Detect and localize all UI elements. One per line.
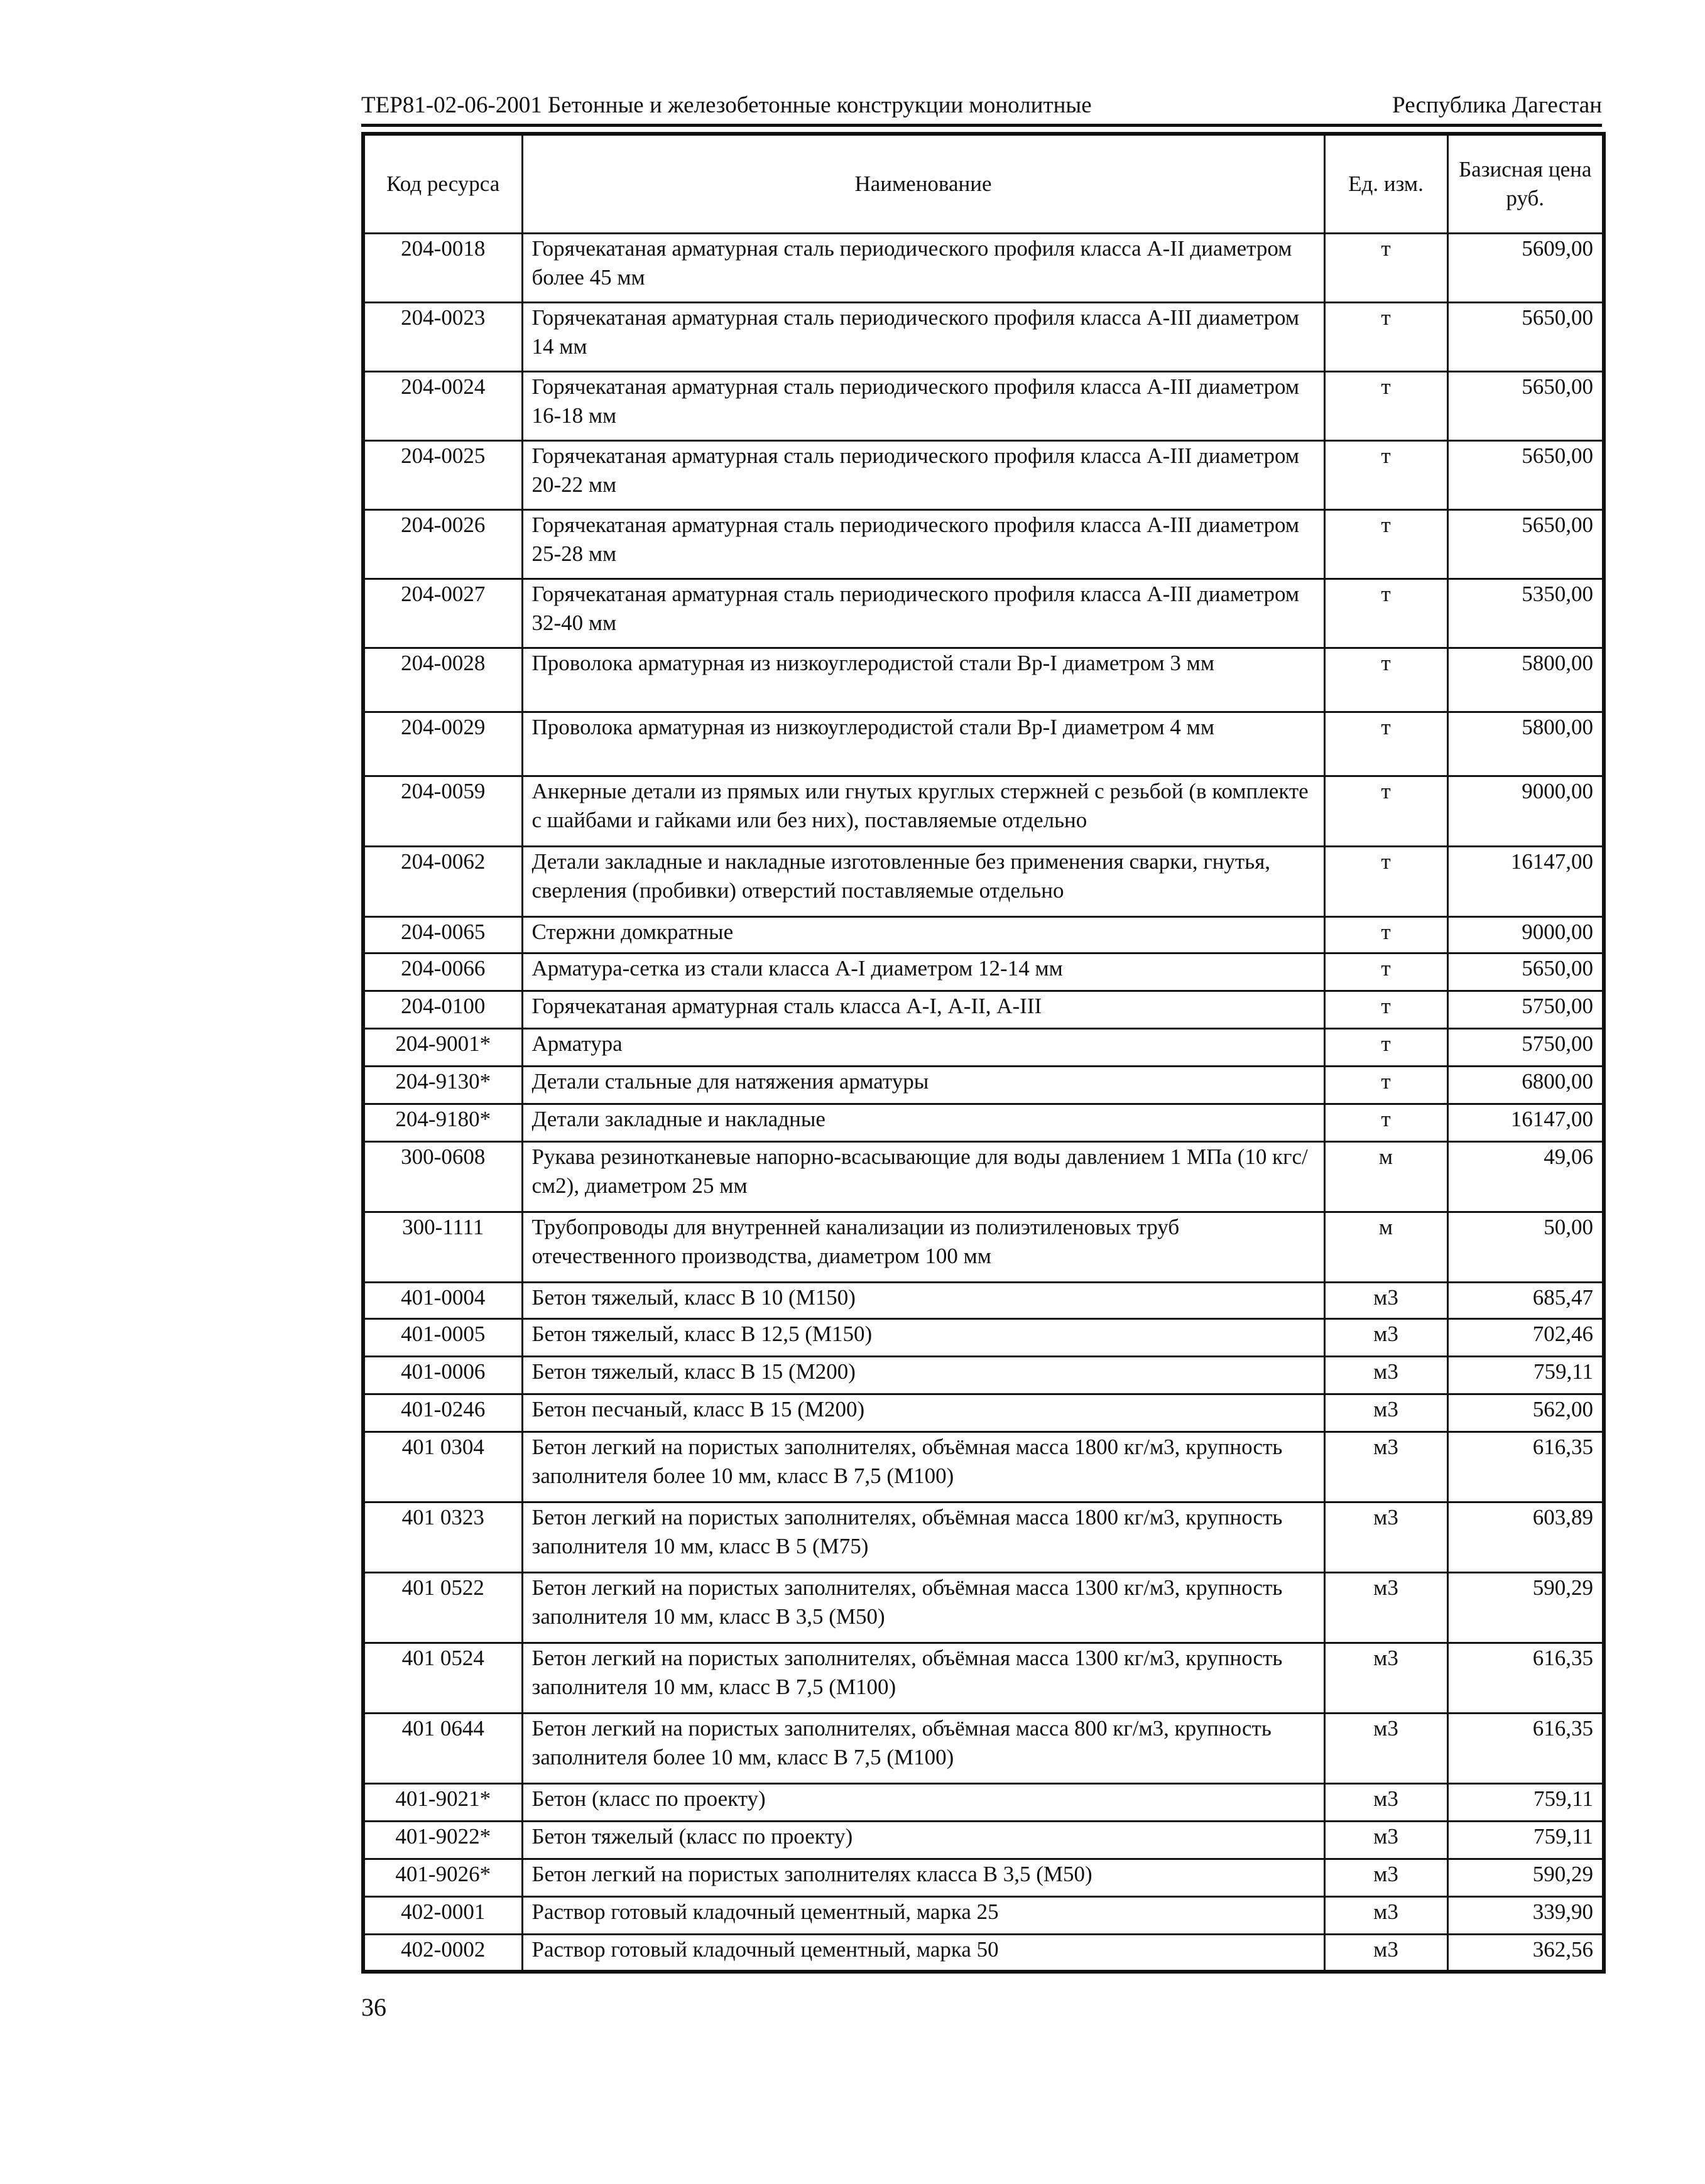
resource-code: 204-0026 [363,509,522,579]
resource-price: 590,29 [1447,1572,1604,1643]
page-number: 36 [361,1993,386,2021]
resource-unit: т [1324,1104,1447,1141]
table-row [363,991,1604,1028]
resource-unit: т [1324,953,1447,991]
resource-unit: м3 [1324,1859,1447,1896]
table-row [363,648,1604,712]
resource-name: Бетон легкий на пористых заполнителях, объёмная масса 1800 кг/м3, крупность заполнителя 10 мм, класс В 5 (М75) [522,1502,1324,1572]
resource-unit: т [1324,712,1447,776]
resource-code: 401-9022* [363,1821,522,1859]
resource-unit: м3 [1324,1502,1447,1572]
resource-price: 362,56 [1447,1934,1604,1972]
resource-price: 5609,00 [1447,233,1604,302]
resource-code: 401-0006 [363,1356,522,1394]
resource-price: 9000,00 [1447,916,1604,953]
table-row [363,440,1604,509]
table-row [363,776,1604,846]
resource-unit: т [1324,233,1447,302]
resource-price: 603,89 [1447,1502,1604,1572]
resource-code: 204-0027 [363,579,522,648]
resource-unit: т [1324,509,1447,579]
table-row [363,916,1604,953]
resource-unit: м3 [1324,1643,1447,1713]
table-row [363,846,1604,916]
resource-price: 50,00 [1447,1212,1604,1282]
table-row [363,233,1604,302]
resource-price: 562,00 [1447,1394,1604,1432]
resource-code: 401 0304 [363,1432,522,1502]
page-header [361,89,1602,122]
resource-code: 204-0028 [363,648,522,712]
resource-code: 204-0029 [363,712,522,776]
resource-name: Бетон тяжелый, класс В 10 (М150) [522,1282,1324,1318]
resource-name: Горячекатаная арматурная сталь класса А-I, А-II, А-III [522,991,1324,1028]
resource-name: Рукава резинотканевые напорно-всасывающие для воды давлением 1 МПа (10 кгс/см2), диаметром 25 мм [522,1141,1324,1212]
resource-name: Горячекатаная арматурная сталь периодического профиля класса А-III диаметром 14 мм [522,302,1324,371]
resource-price: 6800,00 [1447,1066,1604,1104]
resource-name: Раствор готовый кладочный цементный, марка 25 [522,1896,1324,1934]
resource-price: 759,11 [1447,1821,1604,1859]
resource-unit: м3 [1324,1318,1447,1356]
table-row [363,1572,1604,1643]
header-rule [361,124,1602,127]
table-row [363,1212,1604,1282]
resource-name: Бетон легкий на пористых заполнителях, объёмная масса 1300 кг/м3, крупность заполнителя 10 мм, класс В 7,5 (М100) [522,1643,1324,1713]
resource-code: 401 0524 [363,1643,522,1713]
table-row [363,371,1604,440]
resource-code: 204-0018 [363,233,522,302]
resource-code: 401 0644 [363,1713,522,1783]
table-row [363,1643,1604,1713]
resource-unit: т [1324,302,1447,371]
table-row [363,1318,1604,1356]
resource-price: 5750,00 [1447,1028,1604,1066]
resource-price: 5750,00 [1447,991,1604,1028]
table-row [363,1502,1604,1572]
resource-unit: м3 [1324,1572,1447,1643]
resource-unit: т [1324,648,1447,712]
table-row [363,1141,1604,1212]
table-row [363,712,1604,776]
resource-code: 204-9180* [363,1104,522,1141]
resource-price: 590,29 [1447,1859,1604,1896]
resource-price: 5350,00 [1447,579,1604,648]
resource-name: Бетон легкий на пористых заполнителях, объёмная масса 1800 кг/м3, крупность заполнителя более 10 мм, класс В 7,5 (М100) [522,1432,1324,1502]
resource-price: 5650,00 [1447,302,1604,371]
resource-name: Проволока арматурная из низкоуглеродистой стали Вр-I диаметром 3 мм [522,648,1324,712]
resource-code: 204-0025 [363,440,522,509]
table-row [363,579,1604,648]
table-row [363,1783,1604,1821]
resource-price: 5800,00 [1447,648,1604,712]
resource-price: 16147,00 [1447,846,1604,916]
region-label: Республика Дагестан [1392,92,1602,118]
resource-unit: м3 [1324,1394,1447,1432]
resource-name: Арматура-сетка из стали класса А-I диаметром 12-14 мм [522,953,1324,991]
resource-code: 401 0522 [363,1572,522,1643]
resource-unit: м3 [1324,1432,1447,1502]
resource-unit: м [1324,1141,1447,1212]
resource-code: 204-0066 [363,953,522,991]
resource-name: Трубопроводы для внутренней канализации из полиэтиленовых труб отечественного производства, диаметром 100 мм [522,1212,1324,1282]
resource-price: 49,06 [1447,1141,1604,1212]
resource-price: 5650,00 [1447,371,1604,440]
resource-code: 204-0059 [363,776,522,846]
resource-unit: м3 [1324,1934,1447,1972]
resource-name: Горячекатаная арматурная сталь периодического профиля класса А-II диаметром более 45 мм [522,233,1324,302]
resource-name: Бетон тяжелый, класс В 15 (М200) [522,1356,1324,1394]
table-row [363,1934,1604,1972]
resource-code: 401 0323 [363,1502,522,1572]
table-header-row [363,134,1604,233]
resource-name: Бетон легкий на пористых заполнителях, объёмная масса 1300 кг/м3, крупность заполнителя 10 мм, класс В 3,5 (М50) [522,1572,1324,1643]
resource-code: 401-0005 [363,1318,522,1356]
resource-code: 204-0062 [363,846,522,916]
table-row [363,1713,1604,1783]
resource-name: Детали закладные и накладные изготовленные без применения сварки, гнутья, сверления (пробивки) отверстий поставляемые отдельно [522,846,1324,916]
resource-unit: м3 [1324,1783,1447,1821]
document-title: ТЕР81-02-06-2001 Бетонные и железобетонные конструкции монолитные [361,92,1092,118]
resource-unit: т [1324,991,1447,1028]
resource-code: 300-1111 [363,1212,522,1282]
resource-name: Арматура [522,1028,1324,1066]
resource-unit: м3 [1324,1356,1447,1394]
table-row [363,302,1604,371]
resource-name: Бетон тяжелый, класс В 12,5 (М150) [522,1318,1324,1356]
resource-name: Горячекатаная арматурная сталь периодического профиля класса А-III диаметром 16-18 мм [522,371,1324,440]
column-header-unit: Ед. изм. [1324,134,1447,233]
price-header-line2: руб. [1506,185,1545,210]
resource-unit: м3 [1324,1821,1447,1859]
table-row [363,1432,1604,1502]
resource-code: 204-0065 [363,916,522,953]
table-row [363,509,1604,579]
resource-unit: м [1324,1212,1447,1282]
resource-code: 300-0608 [363,1141,522,1212]
resource-price: 616,35 [1447,1643,1604,1713]
resource-unit: т [1324,916,1447,953]
resource-code: 204-0024 [363,371,522,440]
resource-name: Бетон легкий на пористых заполнителях, объёмная масса 800 кг/м3, крупность заполнителя более 10 мм, класс В 7,5 (М100) [522,1713,1324,1783]
resource-unit: т [1324,440,1447,509]
resource-unit: м3 [1324,1282,1447,1318]
resource-unit: т [1324,579,1447,648]
column-header-name: Наименование [522,134,1324,233]
resource-name: Анкерные детали из прямых или гнутых круглых стержней с резьбой (в комплекте с шайбами и гайками или без них), поставляемые отдельно [522,776,1324,846]
resource-name: Раствор готовый кладочный цементный, марка 50 [522,1934,1324,1972]
resource-price: 5650,00 [1447,953,1604,991]
resource-table [361,132,1606,1974]
resource-unit: т [1324,1028,1447,1066]
resource-name: Бетон песчаный, класс В 15 (М200) [522,1394,1324,1432]
resource-price: 616,35 [1447,1713,1604,1783]
resource-name: Бетон тяжелый (класс по проекту) [522,1821,1324,1859]
resource-price: 5650,00 [1447,509,1604,579]
resource-code: 204-9130* [363,1066,522,1104]
table-row [363,1896,1604,1934]
resource-code: 401-9026* [363,1859,522,1896]
resource-code: 401-9021* [363,1783,522,1821]
resource-unit: т [1324,1066,1447,1104]
resource-code: 402-0001 [363,1896,522,1934]
resource-code: 204-9001* [363,1028,522,1066]
resource-code: 401-0004 [363,1282,522,1318]
table-row [363,1394,1604,1432]
resource-name: Детали закладные и накладные [522,1104,1324,1141]
resource-price: 759,11 [1447,1783,1604,1821]
resource-name: Бетон (класс по проекту) [522,1783,1324,1821]
resource-name: Проволока арматурная из низкоуглеродистой стали Вр-I диаметром 4 мм [522,712,1324,776]
table-row [363,1282,1604,1318]
resource-unit: м3 [1324,1896,1447,1934]
resource-name: Стержни домкратные [522,916,1324,953]
resource-name: Детали стальные для натяжения арматуры [522,1066,1324,1104]
resource-name: Горячекатаная арматурная сталь периодического профиля класса А-III диаметром 20-22 мм [522,440,1324,509]
resource-name: Бетон легкий на пористых заполнителях класса В 3,5 (М50) [522,1859,1324,1896]
resource-price: 16147,00 [1447,1104,1604,1141]
resource-name: Горячекатаная арматурная сталь периодического профиля класса А-III диаметром 25-28 мм [522,509,1324,579]
table-row [363,1104,1604,1141]
resource-price: 616,35 [1447,1432,1604,1502]
table-row [363,1821,1604,1859]
resource-unit: м3 [1324,1713,1447,1783]
resource-price: 5650,00 [1447,440,1604,509]
table-row [363,953,1604,991]
column-header-price [1447,134,1604,233]
table-row [363,1356,1604,1394]
table-row [363,1028,1604,1066]
resource-unit: т [1324,776,1447,846]
resource-code: 204-0023 [363,302,522,371]
resource-price: 5800,00 [1447,712,1604,776]
resource-price: 685,47 [1447,1282,1604,1318]
resource-code: 401-0246 [363,1394,522,1432]
column-header-code: Код ресурса [363,134,522,233]
resource-price: 702,46 [1447,1318,1604,1356]
resource-code: 204-0100 [363,991,522,1028]
table-row [363,1859,1604,1896]
price-header-line1: Базисная цена [1459,156,1592,182]
resource-price: 339,90 [1447,1896,1604,1934]
resource-name: Горячекатаная арматурная сталь периодического профиля класса А-III диаметром 32-40 мм [522,579,1324,648]
resource-unit: т [1324,846,1447,916]
table-row [363,1066,1604,1104]
resource-price: 9000,00 [1447,776,1604,846]
resource-price: 759,11 [1447,1356,1604,1394]
resource-code: 402-0002 [363,1934,522,1972]
resource-unit: т [1324,371,1447,440]
